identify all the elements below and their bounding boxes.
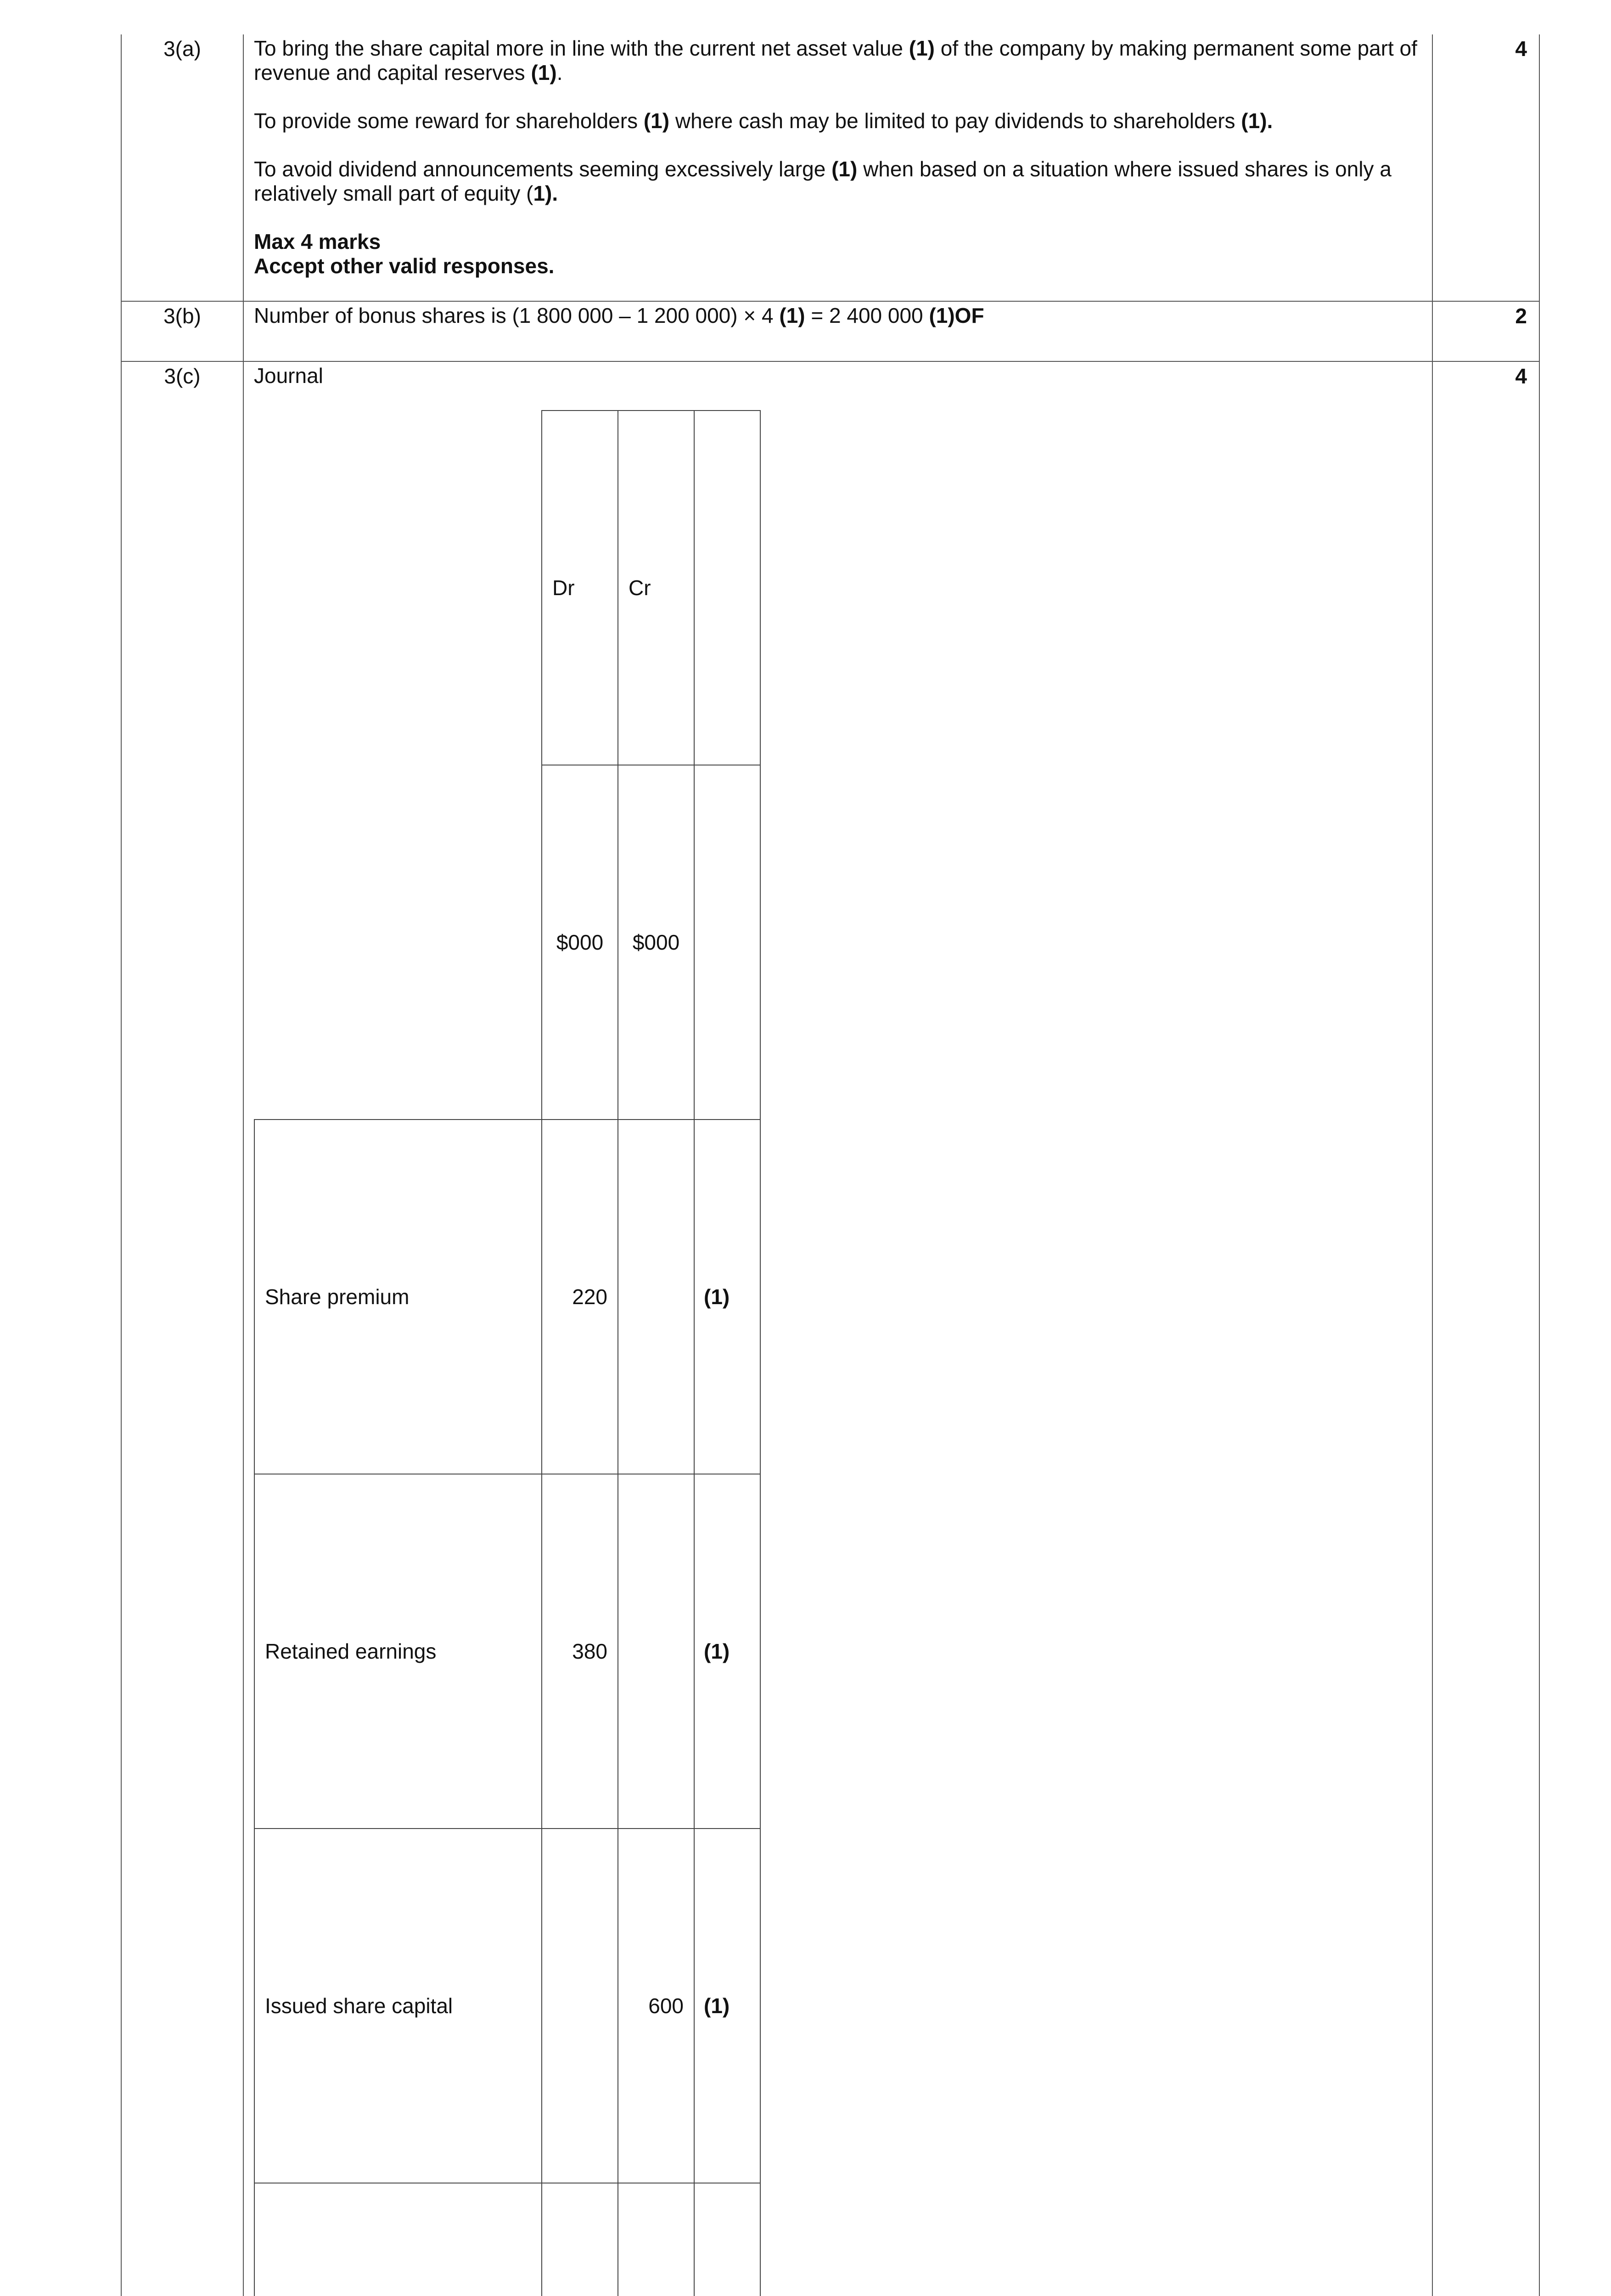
question-number: 3(a) [121, 34, 243, 301]
answer-line: Number of bonus shares is (1 800 000 – 1 200 000) × 4 (1) = 2 400 000 (1)OF [254, 304, 984, 327]
answer-cell [243, 301, 1432, 361]
entry-mark [694, 2183, 760, 2296]
table-row [121, 301, 1539, 361]
account-name: Share premium [254, 1120, 542, 1474]
journal-table [254, 410, 761, 2296]
account-name: Issued share capital [254, 1829, 542, 2183]
answer-line: To bring the share capital more in line with the current net asset value (1) of the company by making permanent some part of revenue and capital reserves (1). [254, 36, 1417, 84]
question-number: 3(b) [121, 301, 243, 361]
entry-mark: (1) [694, 1829, 760, 2183]
entry-mark: (1) [694, 1474, 760, 1829]
answer-cell [243, 34, 1432, 301]
journal-heading: Journal [254, 364, 323, 388]
max-marks-note: Max 4 marks [254, 230, 381, 253]
table-row [121, 361, 1539, 2296]
table-row [121, 34, 1539, 301]
accept-note: Accept other valid responses. [254, 254, 555, 278]
credit-value [618, 1474, 694, 1829]
question-number: 3(c) [121, 361, 243, 2296]
debit-value: 380 [542, 1474, 618, 1829]
debit-value [542, 2183, 618, 2296]
marks-value: 4 [1432, 361, 1539, 2296]
journal-entry [254, 1474, 760, 1829]
credit-value: 600 [618, 1829, 694, 2183]
account-name: Retained earnings [254, 1474, 542, 1829]
mark-scheme-table [121, 34, 1540, 2296]
answer-line: To provide some reward for shareholders (1) where cash may be limited to pay dividends to shareholders (1). [254, 109, 1273, 133]
answer-line: To avoid dividend announcements seeming excessively large (1) when based on a situation where issued shares is only a relatively small part of equity (1). [254, 157, 1392, 205]
debit-value [542, 1829, 618, 2183]
marks-value: 2 [1432, 301, 1539, 361]
answer-cell [243, 361, 1432, 2296]
account-name [254, 2183, 542, 2296]
cr-header: Cr [618, 411, 694, 765]
debit-value: 220 [542, 1120, 618, 1474]
credit-value [618, 1120, 694, 1474]
dr-unit: $000 [542, 765, 618, 1120]
credit-value [618, 2183, 694, 2296]
dr-header: Dr [542, 411, 618, 765]
journal-entry [254, 1120, 760, 1474]
journal-entry [254, 1829, 760, 2183]
marks-value: 4 [1432, 34, 1539, 301]
entry-mark: (1) [694, 1120, 760, 1474]
journal-entry [254, 2183, 760, 2296]
cr-unit: $000 [618, 765, 694, 1120]
journal-header-row [254, 411, 760, 765]
journal-units-row [254, 765, 760, 1120]
